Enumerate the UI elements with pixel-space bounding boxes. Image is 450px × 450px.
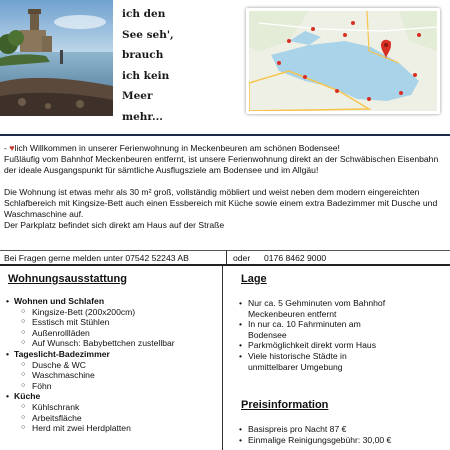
equipment-item: ○ Kühlschrank [2,402,218,413]
location-map[interactable] [246,8,440,114]
equipment-title: Wohnungsausstattung [8,273,127,285]
prices-list [238,424,448,445]
poem-line: See seh', [122,28,174,41]
prices-title: Preisinformation [241,399,329,411]
equipment-item: ○ Außenrollläden [2,328,218,339]
location-item: • Parkmöglichkeit direkt vorm Haus [238,340,388,351]
contact-or: oder [233,253,251,263]
equipment-item: ○ Herd mit zwei Herdplatten [2,423,218,434]
equipment-item: ○ Arbeitsfläche [2,413,218,424]
header-divider [0,134,450,136]
equipment-group-label: • Tageslicht-Badezimmer [2,349,218,360]
location-item: • Viele historische Städte in unmittelbarer Umgebung [238,351,388,372]
equipment-item: ○ Kingsize-Bett (200x200cm) [2,307,218,318]
welcome-line [4,143,446,154]
location-title: Lage [241,273,267,285]
location-item: • In nur ca. 10 Fahrminuten am Bodensee [238,319,388,340]
poem-line: brauch [122,49,164,61]
equipment-item: ○ Föhn [2,381,218,392]
equipment-item: ○ Dusche & WC [2,360,218,371]
intro-paragraph: Die Wohnung ist etwas mehr als 30 m² groß, vollständig möbliert und weist neben dem modern eingereichten Schlafbereich mit Kingsize-Bett auch einen Essbereich mit Küche sowie einem extra Badezimmer mit Dusche und Waschmaschine auf. [4,187,438,219]
contact-mobile: 0176 8462 9000 [264,253,327,263]
contact-top-border [0,250,450,251]
poem-line: Meer [122,90,153,102]
contact-bottom-border [0,264,450,266]
equipment-item: ○ Waschmaschine [2,370,218,381]
equipment-item: ○ Auf Wunsch: Babybettchen zustellbar [2,338,218,349]
poem-line: ich kein [122,69,170,82]
equipment-group-label: • Küche [2,391,218,402]
price-item: • Basispreis pro Nacht 87 € [238,424,448,435]
heart-icon: ♥ [9,143,15,153]
column-divider [222,266,223,450]
intro-paragraph: Fußläufig vom Bahnhof Meckenbeuren entfernt, ist unsere Ferienwohnung direkt an der Schwäbischen Eisenbahn der ideale Ausgangspunkt für sämtliche Ausflugsziele am Bodensee und im Allgäu! [4,154,439,175]
poem [122,4,212,127]
welcome-text: lich Willkommen in unserer Ferienwohnung in Meckenbeuren am schönen Bodensee! [14,143,340,153]
contact-phone-ab: Bei Fragen gerne melden unter 07542 52243 AB [4,253,189,263]
price-item: • Einmalige Reinigungsgebühr: 30,00 € [238,435,448,446]
poem-line: ich den [122,8,166,20]
lake-castle-photo [0,0,113,116]
intro-text [4,143,446,231]
equipment-list [2,296,218,434]
location-item: • Nur ca. 5 Gehminuten vom Bahnhof Meckenbeuren entfernt [238,298,388,319]
welcome-prefix: - [4,143,10,153]
contact-separator [226,250,227,264]
equipment-item: ○ Esstisch mit Stühlen [2,317,218,328]
poem-line: mehr... [122,110,163,123]
location-list [238,298,388,372]
equipment-group-label: • Wohnen und Schlafen [2,296,218,307]
intro-paragraph: Der Parkplatz befindet sich direkt am Haus auf der Straße [4,220,225,230]
